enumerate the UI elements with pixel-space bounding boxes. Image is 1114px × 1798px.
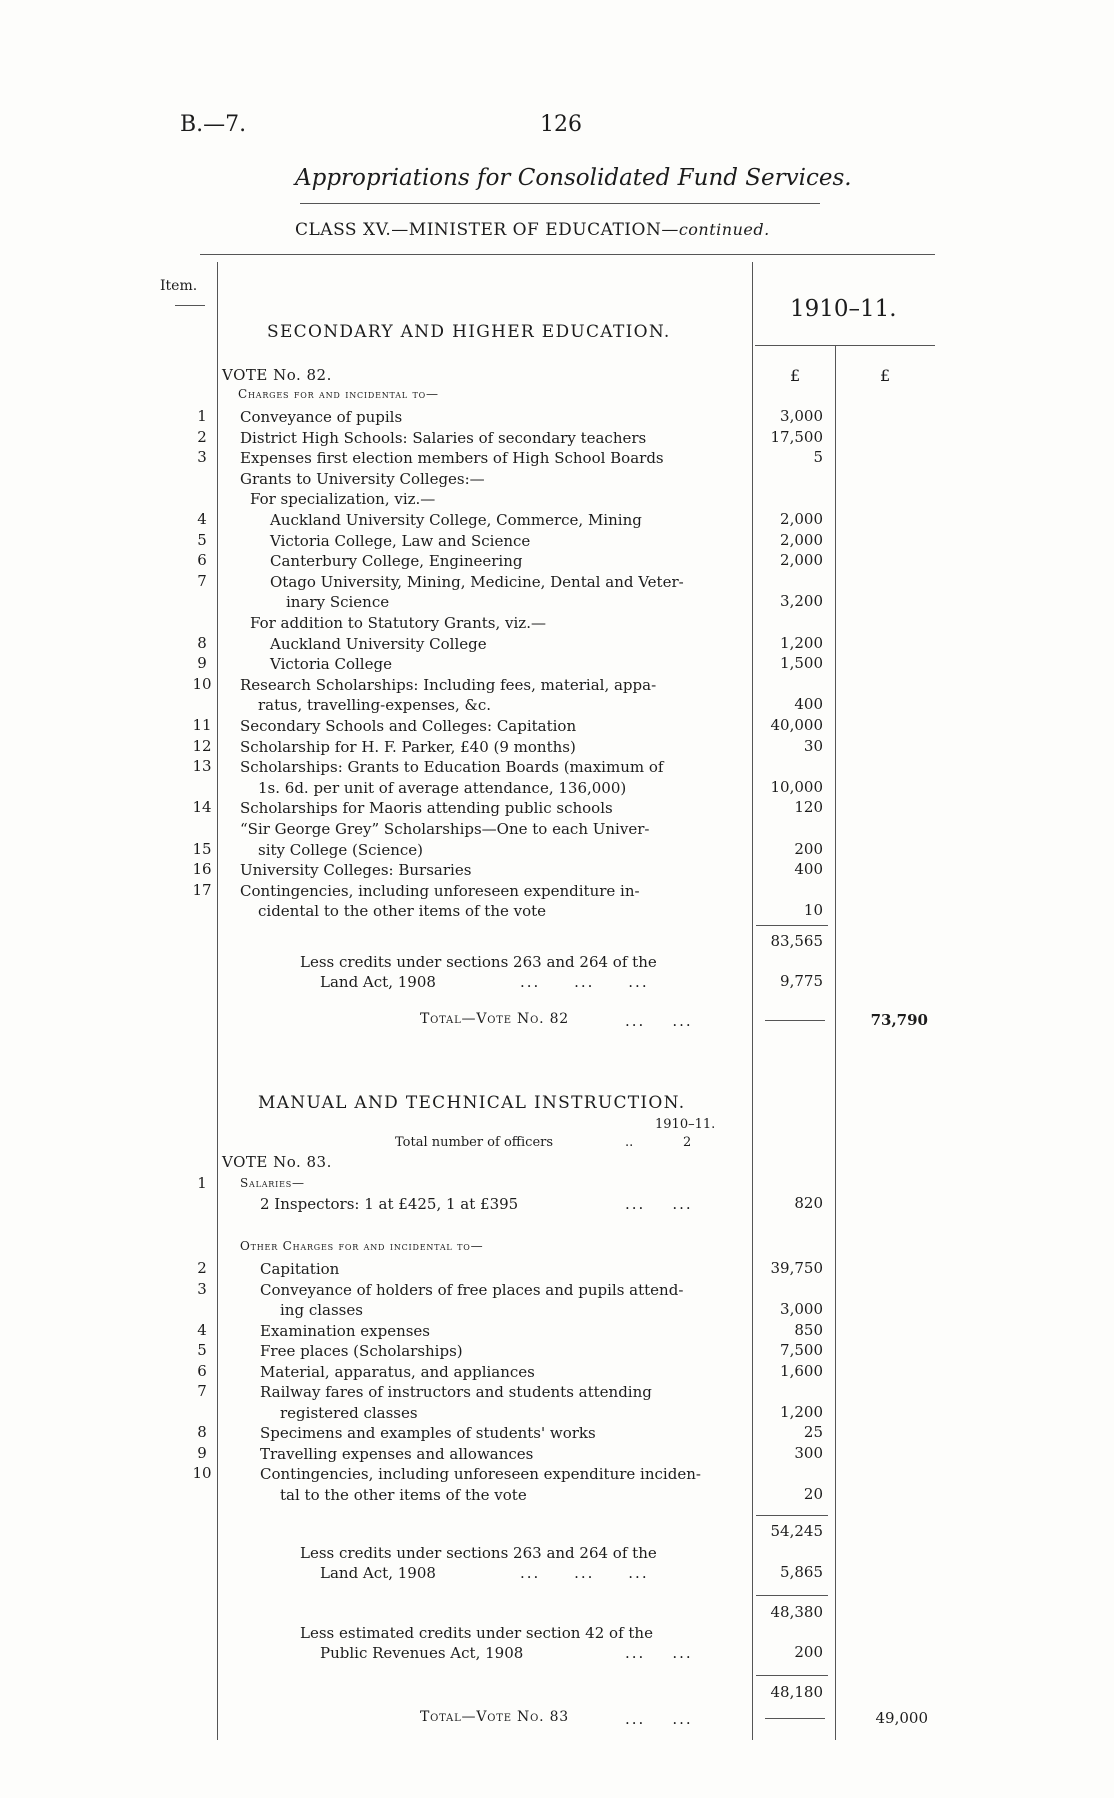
item-number: 15 — [192, 839, 212, 858]
item-description: cidental to the other items of the vote — [258, 902, 547, 921]
officers-label: Total number of officers — [395, 1135, 554, 1150]
item-amount: 40,000 — [770, 716, 823, 734]
charges-heading: Charges for and incidental to— — [238, 387, 439, 401]
item-amount: 17,500 — [770, 427, 823, 446]
item-description: ratus, travelling-expenses, &c. — [258, 696, 492, 715]
item-amount: 39,750 — [770, 1259, 823, 1277]
subtotal-rule — [756, 925, 828, 926]
item-amount: 25 — [803, 1423, 823, 1441]
item-number: 17 — [192, 880, 212, 899]
item-number: 6 — [197, 551, 207, 570]
item-description: 1s. 6d. per unit of average attendance, 136,000) — [258, 778, 627, 797]
item-number: 13 — [192, 757, 212, 776]
section-heading: MANUAL AND TECHNICAL INSTRUCTION. — [258, 1093, 686, 1113]
item-number: 16 — [192, 860, 212, 879]
total-dash-rule — [765, 1020, 825, 1021]
section-heading: SECONDARY AND HIGHER EDUCATION. — [267, 322, 671, 342]
less-estimated-text: Public Revenues Act, 1908 — [320, 1644, 524, 1662]
total-dash-rule — [765, 1718, 825, 1719]
item-number: 6 — [197, 1361, 207, 1380]
item-amount: 30 — [803, 736, 823, 755]
item-number: 12 — [192, 736, 212, 755]
item-description: Specimens and examples of students' works — [260, 1424, 596, 1442]
item-amount: 2,000 — [780, 551, 823, 570]
item-number: 1 — [197, 1174, 207, 1192]
document-reference: B.—7. — [180, 112, 247, 137]
item-amount: 1,200 — [780, 633, 823, 652]
item-number: 7 — [197, 571, 207, 590]
item-description: inary Science — [286, 593, 390, 612]
vote-total-label: Total—Vote No. 83 — [420, 1709, 570, 1725]
item-description: Free places (Scholarships) — [260, 1342, 463, 1360]
item-number: 2 — [197, 1259, 207, 1277]
item-amount: 1,500 — [780, 654, 823, 673]
less-credits-text: Land Act, 1908 — [320, 1564, 436, 1582]
amount-column-divider — [752, 262, 753, 1740]
item-description: tal to the other items of the vote — [280, 1485, 527, 1504]
item-description: Canterbury College, Engineering — [270, 552, 523, 571]
item-description: Material, apparatus, and appliances — [260, 1362, 535, 1381]
inspectors-text: 2 Inspectors: 1 at £425, 1 at £395 — [260, 1195, 519, 1213]
salaries-heading: Salaries— — [240, 1176, 305, 1190]
item-description: Contingencies, including unforeseen expenditure inciden- — [260, 1465, 701, 1483]
item-description: Conveyance of pupils — [240, 408, 403, 426]
item-description: Expenses first election members of High School Boards — [240, 449, 664, 468]
item-number: 8 — [197, 1423, 207, 1441]
item-number: 8 — [197, 633, 207, 652]
officers-year: 1910–11. — [655, 1117, 716, 1132]
item-description: Examination expenses — [260, 1321, 431, 1340]
item-amount: 850 — [794, 1320, 823, 1339]
item-description: Scholarship for H. F. Parker, £40 (9 months) — [240, 737, 576, 756]
vote-heading: VOTE No. 82. — [222, 366, 332, 384]
item-number: 7 — [197, 1382, 207, 1400]
item-description: Grants to University Colleges:— — [240, 469, 485, 488]
item-column-header: Item. — [160, 278, 198, 294]
item-description: Auckland University College — [270, 634, 487, 653]
subtotal-rule — [756, 1675, 828, 1676]
less-credits-text: Less credits under sections 263 and 264 of the — [300, 1544, 657, 1562]
item-amount: 1,200 — [780, 1402, 823, 1421]
item-number: 14 — [192, 798, 212, 817]
less-estimated-text: Less estimated credits under section 42 of the — [300, 1624, 653, 1642]
item-description: registered classes — [280, 1403, 418, 1422]
item-amount: 3,000 — [780, 407, 823, 425]
other-charges-heading: Other Charges for and incidental to— — [240, 1239, 484, 1253]
year-column-header: 1910–11. — [790, 296, 897, 322]
item-number: 9 — [197, 1443, 207, 1462]
item-amount: 3,200 — [780, 592, 823, 611]
item-description: Scholarships for Maoris attending public schools — [240, 799, 613, 818]
item-description: Capitation — [260, 1260, 340, 1278]
item-description: For addition to Statutory Grants, viz.— — [250, 614, 546, 632]
item-amount: 1,600 — [780, 1361, 823, 1380]
leader-dots: ... ... — [625, 1195, 693, 1213]
item-description: “Sir George Grey” Scholarships—One to each Univer- — [240, 820, 650, 838]
leader-dots: ... ... — [625, 1644, 693, 1662]
total-column-divider — [835, 345, 836, 1740]
class-heading-continued: continued. — [678, 220, 770, 239]
page-number: 126 — [540, 112, 582, 137]
item-number: 9 — [197, 654, 207, 673]
item-amount: 300 — [794, 1443, 823, 1462]
item-description: For specialization, viz.— — [250, 490, 436, 509]
vote-total-amount: 49,000 — [875, 1709, 928, 1727]
pound-column-label: £ — [790, 366, 801, 385]
item-number: 2 — [197, 427, 207, 446]
item-amount: 10 — [803, 901, 823, 920]
class-heading-main: CLASS XV.—MINISTER OF EDUCATION— — [295, 220, 679, 240]
item-amount: 5 — [813, 448, 823, 467]
less-credits-text: Land Act, 1908 — [320, 973, 436, 991]
pound-column-label: £ — [880, 366, 891, 385]
item-number: 5 — [197, 1341, 207, 1359]
item-description: Auckland University College, Commerce, Mining — [270, 511, 642, 529]
officers-count: 2 — [683, 1135, 692, 1150]
title-rule — [300, 203, 820, 204]
item-description: Scholarships: Grants to Education Boards (maximum of — [240, 758, 664, 777]
leader-dots: .. — [625, 1135, 634, 1150]
item-amount: 3,000 — [780, 1300, 823, 1318]
item-number: 1 — [197, 407, 207, 425]
vote-total-label: Total—Vote No. 82 — [420, 1011, 570, 1027]
item-amount: 20 — [803, 1484, 823, 1503]
item-number: 10 — [192, 674, 212, 693]
subtotal-rule — [756, 1515, 828, 1516]
item-number: 3 — [197, 448, 207, 467]
item-number: 4 — [197, 510, 207, 528]
item-number: 3 — [197, 1279, 207, 1298]
item-description: District High Schools: Salaries of secondary teachers — [240, 428, 647, 447]
vote-heading: VOTE No. 83. — [222, 1153, 332, 1171]
item-number: 5 — [197, 530, 207, 549]
item-amount: 120 — [794, 798, 823, 817]
item-description: ing classes — [280, 1301, 363, 1319]
leader-dots: ... ... ... — [520, 1564, 649, 1582]
item-amount: 200 — [794, 839, 823, 858]
page-title: Appropriations for Consolidated Fund Services. — [295, 165, 852, 191]
item-number: 11 — [192, 716, 212, 734]
inspectors-amount: 820 — [794, 1194, 823, 1212]
less-credits-amount: 5,865 — [780, 1563, 823, 1581]
subtotal-rule — [756, 1595, 828, 1596]
less-credits-text: Less credits under sections 263 and 264 of the — [300, 953, 657, 971]
class-heading — [295, 220, 770, 240]
item-description: Victoria College, Law and Science — [270, 531, 531, 550]
item-description: Contingencies, including unforeseen expenditure in- — [240, 881, 640, 900]
item-amount: 2,000 — [780, 530, 823, 549]
less-credits-amount: 9,775 — [780, 972, 823, 990]
vote-total-amount: 73,790 — [870, 1011, 928, 1029]
item-column-divider — [217, 262, 218, 1740]
item-header-rule — [175, 305, 205, 306]
item-description: University Colleges: Bursaries — [240, 861, 472, 880]
item-description: Otago University, Mining, Medicine, Dental and Veter- — [270, 572, 684, 591]
item-description: Railway fares of instructors and students attending — [260, 1383, 652, 1401]
leader-dots: ... ... — [625, 1710, 693, 1728]
year-header-rule — [755, 345, 935, 346]
table-top-rule — [200, 254, 935, 255]
item-amount: 400 — [794, 695, 823, 714]
item-description: Secondary Schools and Colleges: Capitation — [240, 717, 577, 735]
subtotal-amount: 48,180 — [770, 1683, 823, 1701]
item-description: Conveyance of holders of free places and pupils attend- — [260, 1280, 684, 1299]
leader-dots: ... ... ... — [520, 973, 649, 991]
item-number: 4 — [197, 1320, 207, 1339]
subtotal-amount: 54,245 — [770, 1522, 823, 1540]
item-description: Travelling expenses and allowances — [260, 1444, 534, 1463]
subtotal-amount: 48,380 — [770, 1603, 823, 1621]
item-description: Victoria College — [270, 655, 392, 674]
leader-dots: ... ... — [625, 1012, 693, 1030]
item-description: Research Scholarships: Including fees, material, appa- — [240, 675, 657, 694]
subtotal-amount: 83,565 — [770, 932, 823, 950]
item-number: 10 — [192, 1464, 212, 1482]
less-estimated-amount: 200 — [794, 1643, 823, 1661]
item-amount: 10,000 — [770, 777, 823, 796]
item-amount: 400 — [794, 860, 823, 879]
item-description: sity College (Science) — [258, 840, 423, 859]
item-amount: 2,000 — [780, 510, 823, 528]
item-amount: 7,500 — [780, 1341, 823, 1359]
